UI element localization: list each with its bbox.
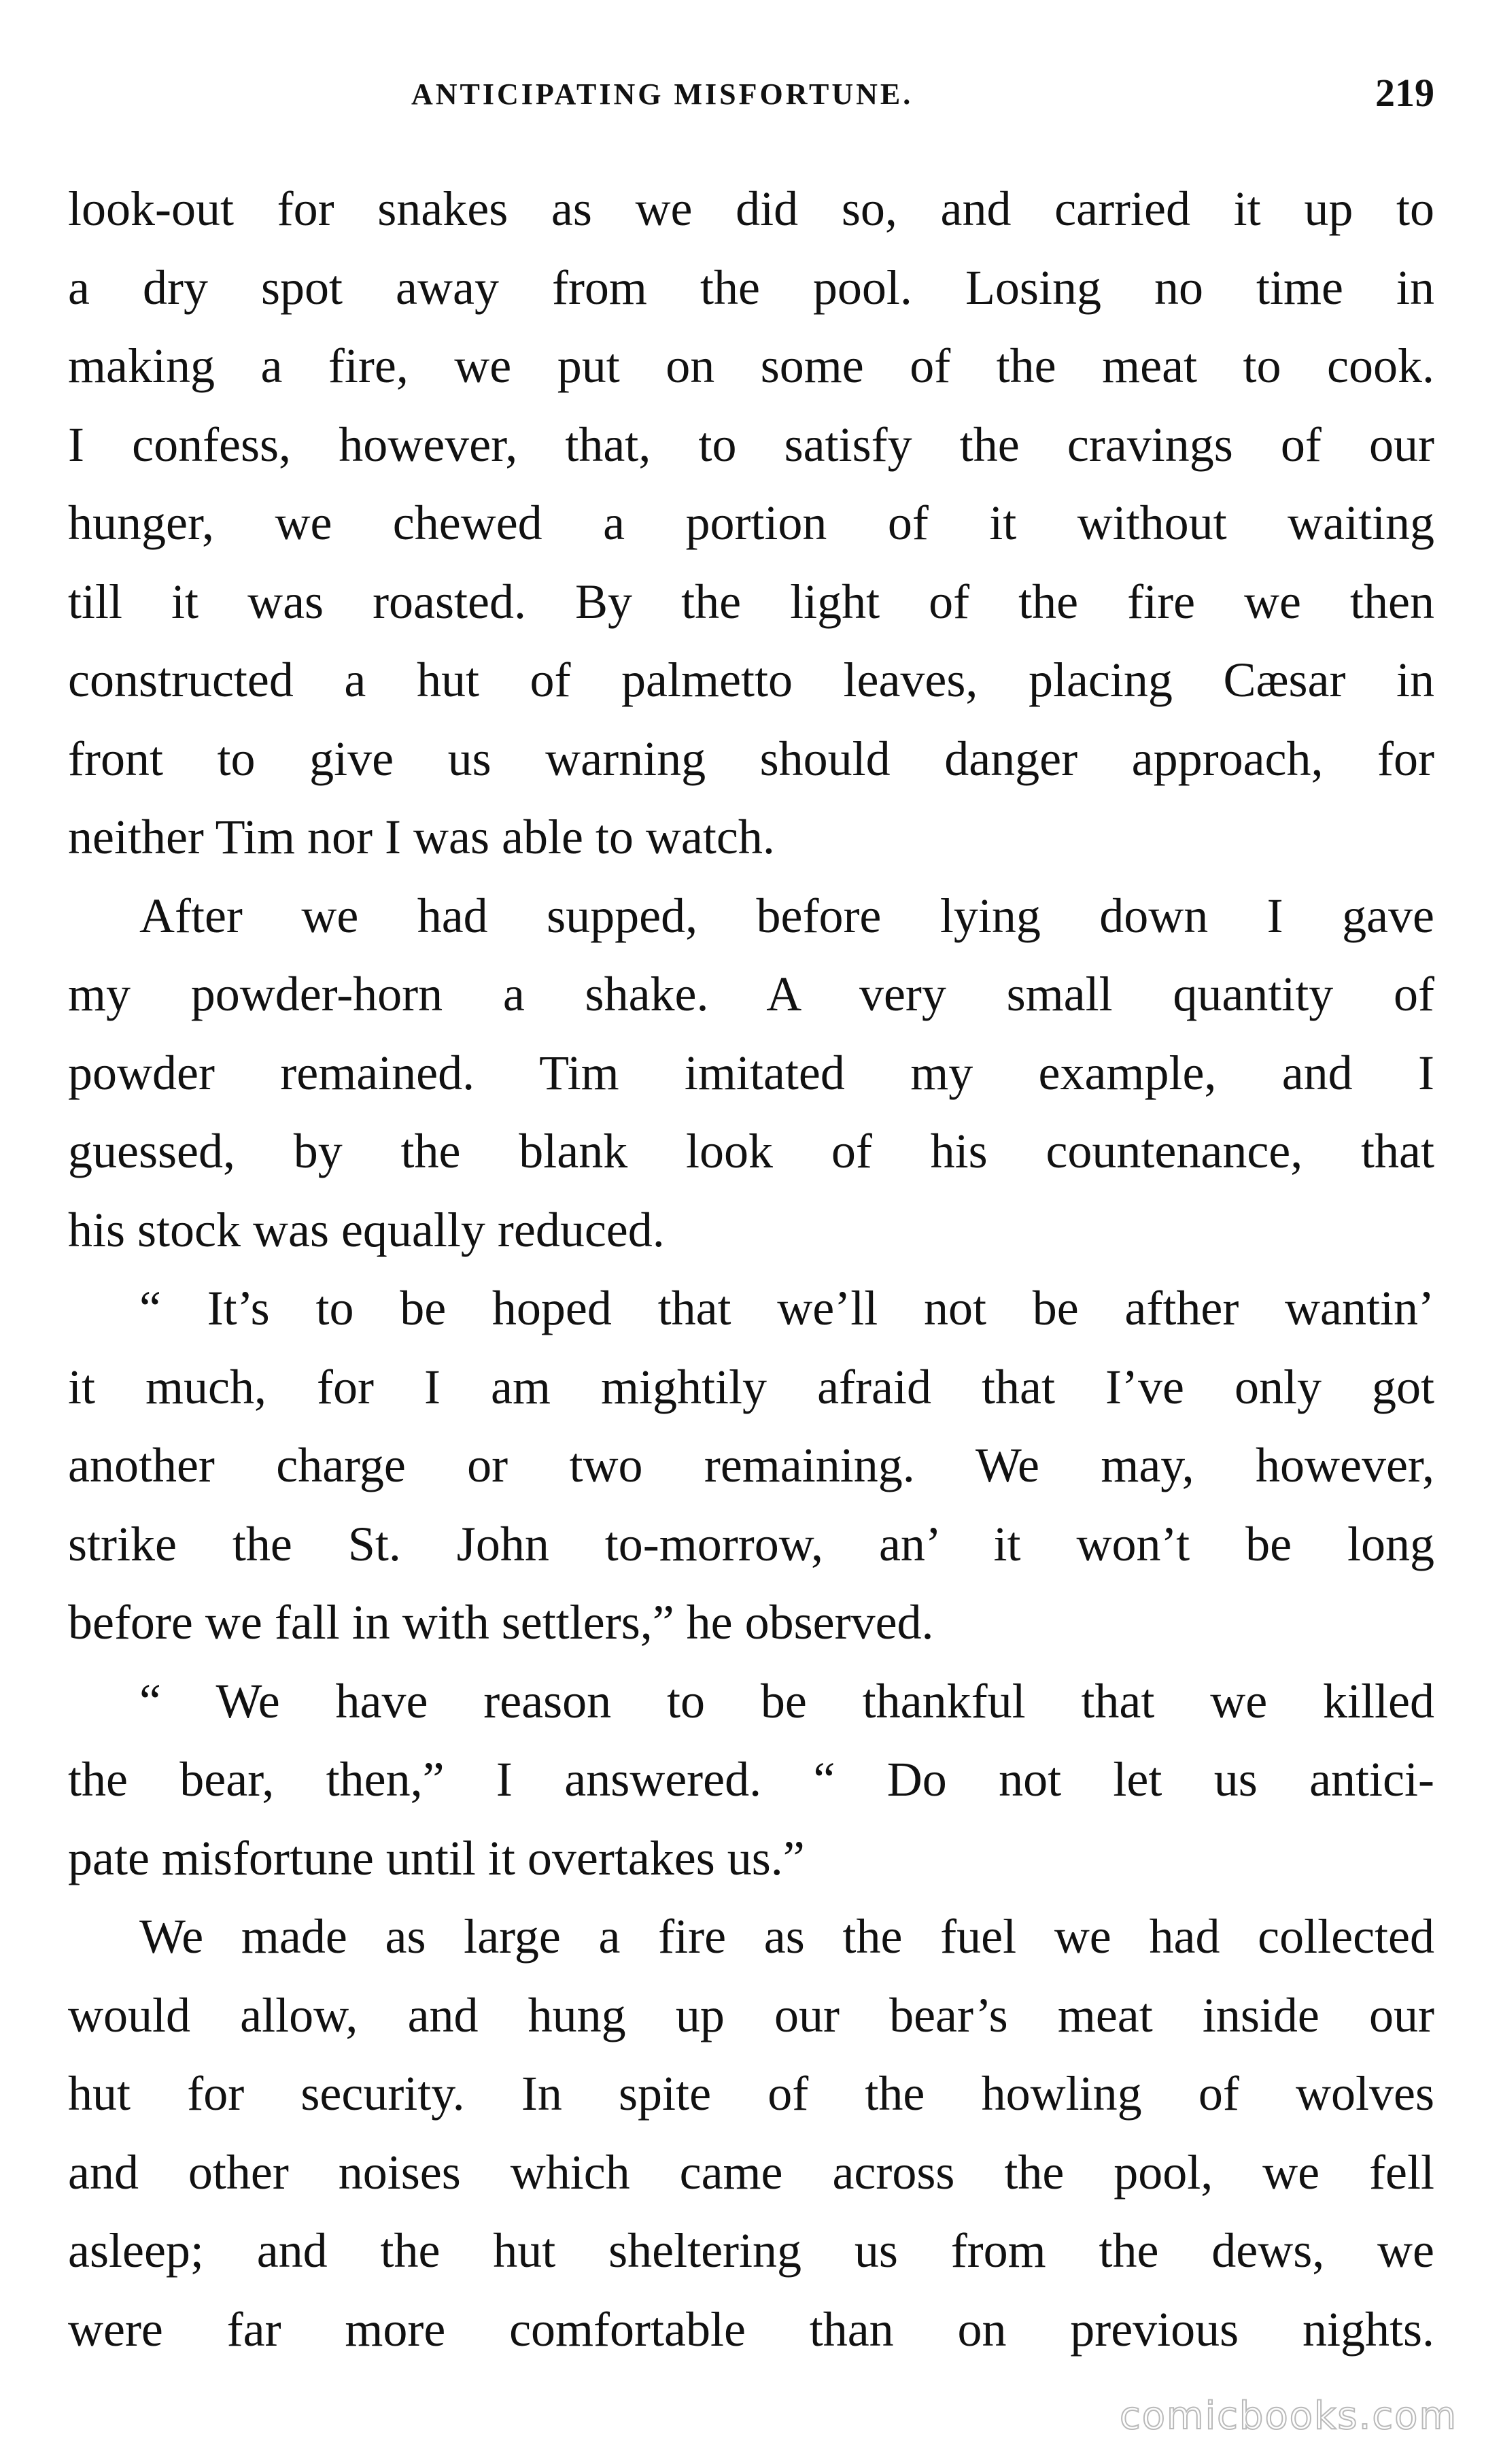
text-line: asleep; and the hut sheltering us from the dews, we <box>68 2223 1434 2278</box>
text-line: another charge or two remaining. We may, however, <box>68 1438 1434 1492</box>
text-line: After we had supped, before lying down I gave <box>139 888 1434 943</box>
text-line: “ We have reason to be thankful that we killed <box>139 1673 1434 1728</box>
text-line: the bear, then,” I answered. “ Do not let us antici- <box>68 1752 1434 1807</box>
text-line: till it was roasted. By the light of the fire we then <box>68 574 1434 629</box>
text-line: before we fall in with settlers,” he observed. <box>68 1595 934 1649</box>
running-title: ANTICIPATING MISFORTUNE. <box>411 78 914 111</box>
text-line: were far more comfortable than on previous nights. <box>68 2302 1434 2357</box>
body-text <box>68 170 1434 2369</box>
text-line: strike the St. John to-morrow, an’ it won’t be long <box>68 1516 1434 1571</box>
text-line: front to give us warning should danger approach, for <box>68 731 1434 786</box>
text-line: I confess, however, that, to satisfy the cravings of our <box>68 417 1434 472</box>
running-head <box>68 65 1434 126</box>
text-line: neither Tim nor I was able to watch. <box>68 810 775 864</box>
text-line: hunger, we chewed a portion of it without waiting <box>68 496 1434 550</box>
text-line: “ It’s to be hoped that we’ll not be afther wantin’ <box>139 1281 1434 1335</box>
text-line: a dry spot away from the pool. Losing no time in <box>68 260 1434 315</box>
text-line: powder remained. Tim imitated my example, and I <box>68 1045 1434 1100</box>
text-line: pate misfortune until it overtakes us.” <box>68 1830 805 1885</box>
text-line: it much, for I am mightily afraid that I’ve only got <box>68 1359 1434 1414</box>
page-number: 219 <box>1375 71 1434 115</box>
text-line: his stock was equally reduced. <box>68 1202 665 1257</box>
watermark: comicbooks.com <box>1119 2394 1457 2438</box>
text-line: and other noises which came across the pool, we fell <box>68 2144 1434 2200</box>
text-line: look-out for snakes as we did so, and carried it up to <box>68 182 1434 236</box>
text-line: my powder-horn a shake. A very small quantity of <box>68 967 1434 1021</box>
text-line: making a fire, we put on some of the meat to cook. <box>68 339 1434 393</box>
text-line: We made as large a fire as the fuel we had collected <box>139 1909 1434 1964</box>
text-line: hut for security. In spite of the howling of wolves <box>68 2066 1434 2121</box>
text-line: constructed a hut of palmetto leaves, placing Cæsar in <box>68 653 1434 707</box>
text-line: would allow, and hung up our bear’s meat inside our <box>68 1987 1434 2042</box>
text-line: guessed, by the blank look of his countenance, that <box>68 1124 1434 1178</box>
